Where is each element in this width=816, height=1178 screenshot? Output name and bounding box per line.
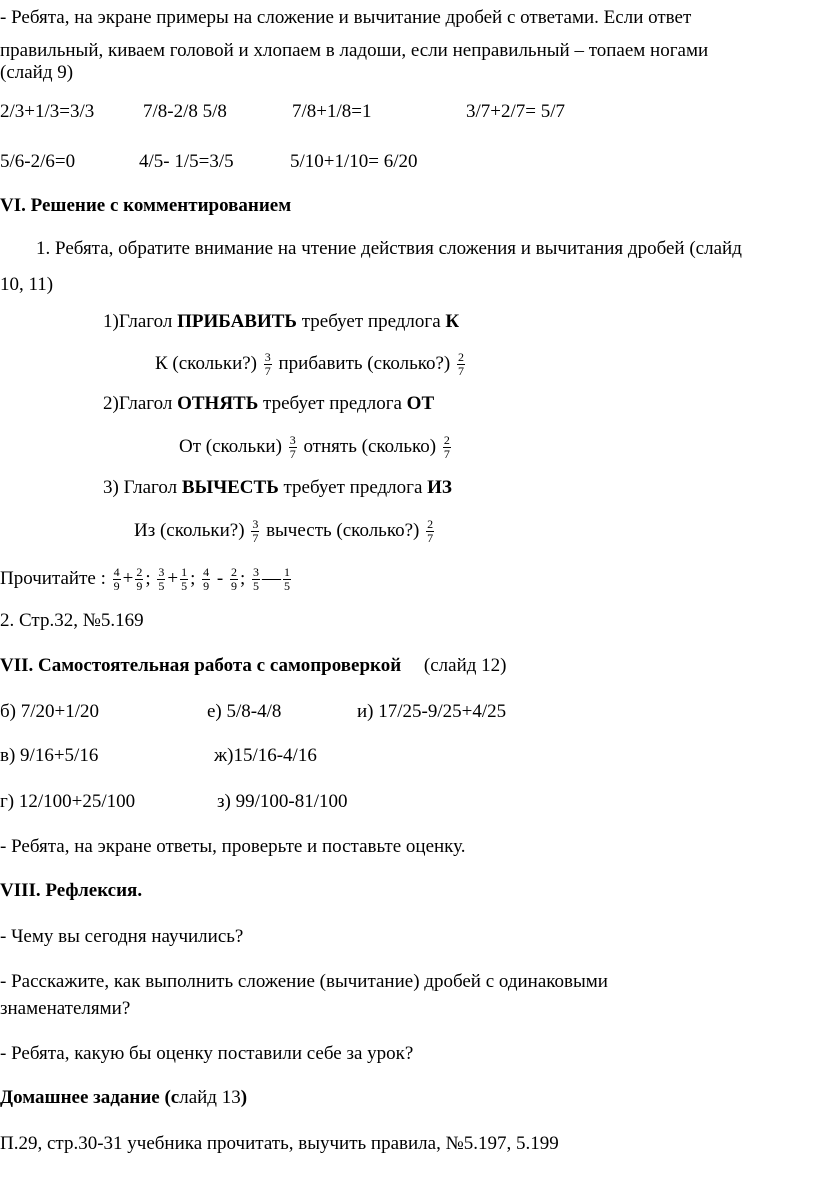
task: з) 99/100-81/100 [217, 791, 348, 812]
intro-line-3: (слайд 9) [0, 62, 74, 83]
reflection-question-cont: знаменателями? [0, 998, 131, 1019]
fraction: $\frac{3}{7}$ [252, 517, 259, 545]
intro-line-1: - Ребята, на экране примеры на сложение и вычитание дробей с ответами. Если ответ [0, 7, 692, 28]
fraction: $\frac{4}{9}$ [203, 565, 210, 593]
example: 3/7+2/7= 5/7 [466, 101, 566, 122]
rule-2: 2)Глагол ОТНЯТЬ требует предлога ОТ [103, 393, 435, 414]
fraction: $\frac{1}{5}$ [283, 565, 290, 593]
task: е) 5/8-4/8 [207, 701, 282, 722]
task: ж)15/16-4/16 [214, 745, 317, 766]
section-6-title: VI. Решение с комментированием [0, 195, 292, 216]
section-6-paragraph-1-cont: 10, 11) [0, 274, 54, 295]
section-7-heading [0, 655, 507, 677]
homework-title: Домашнее задание (слайд 13) [0, 1087, 248, 1108]
homework-text: П.29, стр.30-31 учебника прочитать, выучить правила, №5.197, 5.199 [0, 1133, 559, 1154]
example-1: К (скольки?) $\frac{3}{7}$ прибавить (сколько?) $\frac{2}{7}$ [155, 350, 465, 378]
task: в) 9/16+5/16 [0, 745, 99, 766]
task: б) 7/20+1/20 [0, 701, 100, 722]
example: 4/5- 1/5=3/5 [139, 151, 234, 172]
fraction: $\frac{3}{5}$ [252, 565, 259, 593]
fraction: $\frac{2}{7}$ [443, 433, 450, 461]
example: 2/3+1/3=3/3 [0, 101, 95, 122]
section-7-check: - Ребята, на экране ответы, проверьте и поставьте оценку. [0, 836, 466, 857]
fraction: $\frac{2}{7}$ [427, 517, 434, 545]
fraction: $\frac{3}{5}$ [158, 565, 165, 593]
rule-1: 1)Глагол ПРИБАВИТЬ требует предлога К [103, 311, 460, 332]
example: 5/6-2/6=0 [0, 151, 76, 172]
task: и) 17/25-9/25+4/25 [357, 701, 507, 722]
reflection-question: - Чему вы сегодня научились? [0, 926, 244, 947]
section-7-slide: (слайд 12) [423, 655, 507, 676]
example: 7/8-2/8 5/8 [143, 101, 227, 122]
example-3: Из (скольки?) $\frac{3}{7}$ вычесть (сколько?) $\frac{2}{7}$ [134, 517, 434, 545]
section-6-paragraph-1: 1. Ребята, обратите внимание на чтение действия сложения и вычитания дробей (слайд [36, 238, 742, 259]
fraction: $\frac{2}{9}$ [136, 565, 143, 593]
example: 7/8+1/8=1 [292, 101, 372, 122]
example: 5/10+1/10= 6/20 [290, 151, 418, 172]
example-2: От (скольки) $\frac{3}{7}$ отнять (сколько) $\frac{2}{7}$ [179, 433, 450, 461]
fraction: $\frac{2}{9}$ [230, 565, 237, 593]
section-8-title: VIII. Рефлексия. [0, 880, 143, 901]
fraction: $\frac{4}{9}$ [113, 565, 120, 593]
reflection-question: - Расскажите, как выполнить сложение (вычитание) дробей с одинаковыми [0, 971, 608, 992]
intro-line-2: правильный, киваем головой и хлопаем в ладоши, если неправильный – топаем ногами [0, 40, 709, 61]
section-6-paragraph-2: 2. Стр.32, №5.169 [0, 610, 144, 631]
fraction: $\frac{1}{5}$ [181, 565, 188, 593]
section-7-title: VII. Самостоятельная работа с самопроверкой [0, 655, 402, 676]
fraction: $\frac{3}{7}$ [289, 433, 296, 461]
rule-3: 3) Глагол ВЫЧЕСТЬ требует предлога ИЗ [103, 477, 452, 498]
read-expressions: Прочитайте : $\frac{4}{9}$ + $\frac{2}{9}$ ; $\frac{3}{5}$ + $\frac{1}{5}$ ; $\frac{4}{9}$ - $\frac{2}{9}$ ; $\frac{3}{5}$ — $\frac{1}{5}$ [0, 565, 290, 593]
reflection-question: - Ребята, какую бы оценку поставили себе за урок? [0, 1043, 414, 1064]
fraction: $\frac{3}{7}$ [264, 350, 271, 378]
task: г) 12/100+25/100 [0, 791, 136, 812]
fraction: $\frac{2}{7}$ [458, 350, 465, 378]
